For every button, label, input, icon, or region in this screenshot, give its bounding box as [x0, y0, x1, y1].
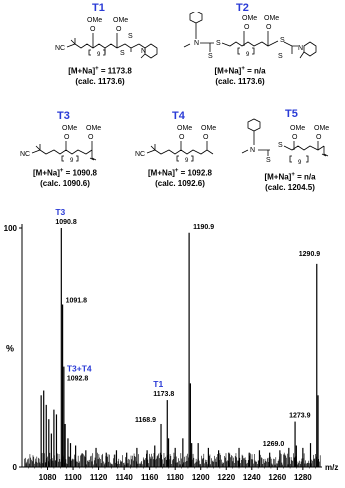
peak-label: 1173.8: [153, 391, 175, 399]
structure-t4-drawing: [135, 122, 235, 164]
chart-labels: [55, 207, 320, 448]
t4-o-2: O: [203, 134, 209, 141]
peak-series-label: T3+T4: [66, 363, 92, 374]
y-axis-label: %: [6, 343, 15, 354]
x-tick-label: 1220: [217, 473, 236, 482]
t5-s-2: S: [266, 157, 271, 164]
t4-nc: NC: [135, 151, 146, 158]
t4-o-1: O: [179, 134, 185, 141]
structure-label-t1: T1: [92, 2, 105, 14]
t5-n: N: [250, 147, 256, 154]
t3-o-2: O: [88, 134, 94, 141]
t3-nc: NC: [20, 151, 31, 158]
x-tick-label: 1260: [268, 473, 287, 482]
x-tick-label: 1200: [191, 473, 210, 482]
t3-ome-1: OMe: [62, 125, 78, 132]
t3-nine: 9: [70, 158, 74, 164]
peak-series-label: T1: [153, 379, 164, 390]
t5-ome-1: OMe: [290, 125, 306, 132]
structure-t1-drawing: [55, 14, 165, 62]
t1-nine: 9: [97, 52, 101, 58]
x-axis-label: m/z: [325, 463, 339, 472]
t2-n-1: N: [194, 40, 200, 47]
t2-ome-1: OMe: [242, 15, 258, 22]
t3-ome-2: OMe: [86, 125, 102, 132]
t1-s-1: S: [128, 33, 133, 40]
y-tick-label: 100: [3, 224, 17, 233]
structure-label-t5: T5: [285, 108, 298, 120]
peak-label: 1092.8: [66, 375, 89, 383]
x-tick-label: 1120: [89, 473, 108, 482]
t2-s-4: S: [278, 53, 283, 60]
structure-t3-drawing: [20, 122, 120, 164]
peak-label: 1168.9: [135, 416, 157, 424]
t1-nc: NC: [55, 45, 66, 52]
structure-t5-drawing: [240, 118, 340, 166]
peak-label: 1091.8: [65, 297, 88, 305]
x-tick-label: 1280: [293, 473, 312, 482]
t2-s-3: S: [280, 37, 285, 44]
x-tick-label: 1240: [242, 473, 261, 482]
t3-o-1: O: [64, 134, 70, 141]
t2-o-1: O: [244, 24, 250, 31]
structure-caption-t1: [M+Na]+ = 1173.8 (calc. 1173.6): [68, 66, 132, 86]
x-tick-label: 1140: [115, 473, 133, 482]
t1-o-1: O: [90, 26, 96, 33]
t5-o-2: O: [316, 134, 322, 141]
structure-label-t4: T4: [172, 110, 185, 122]
peak-label: 1273.9: [289, 412, 311, 420]
x-tick-label: 1100: [64, 473, 82, 482]
x-tick-label: 1080: [38, 473, 57, 482]
t2-nine: 9: [246, 52, 250, 58]
t2-o-2: O: [266, 24, 272, 31]
t2-s-1: S: [216, 40, 221, 47]
t5-ome-2: OMe: [314, 125, 330, 132]
peak-label: 1269.0: [262, 440, 285, 448]
t2-ome-2: OMe: [264, 15, 280, 22]
structure-label-t3: T3: [57, 110, 70, 122]
structure-caption-t3: [M+Na]+ = 1090.8 (calc. 1090.6): [33, 168, 97, 188]
t1-n: N: [141, 48, 147, 55]
t4-nine: 9: [185, 158, 189, 164]
mass-spectrum-chart: [0, 190, 345, 488]
peak-label: 1290.9: [298, 250, 321, 258]
structure-caption-t2: [M+Na]+ = n/a (calc. 1173.6): [214, 66, 266, 86]
t5-nine: 9: [298, 160, 302, 166]
peak-label: 1190.9: [193, 223, 215, 231]
t4-ome-1: OMe: [177, 125, 193, 132]
t4-ome-2: OMe: [201, 125, 217, 132]
y-tick-label: 0: [12, 463, 17, 472]
structure-caption-t4: [M+Na]+ = 1092.8 (calc. 1092.6): [148, 168, 212, 188]
t2-s-2: S: [208, 53, 213, 60]
peak-label: 1090.8: [55, 219, 77, 226]
x-tick-label: 1180: [166, 473, 184, 482]
t1-o-2: O: [116, 26, 122, 33]
structure-label-t2: T2: [236, 2, 249, 14]
t5-o-1: O: [292, 134, 298, 141]
t5-s-1: S: [278, 142, 283, 149]
t1-s-2: S: [120, 50, 125, 57]
t2-n-2: N: [298, 45, 304, 52]
t1-ome-1: OMe: [87, 17, 103, 24]
t1-ome-2: OMe: [113, 17, 129, 24]
chart-peaks: [25, 228, 321, 467]
structure-t2-drawing: [180, 12, 330, 64]
x-tick-label: 1160: [140, 473, 159, 482]
structure-caption-t5: [M+Na]+ = n/a (calc. 1204.5): [264, 172, 316, 192]
peak-series-label: T3: [55, 207, 66, 217]
